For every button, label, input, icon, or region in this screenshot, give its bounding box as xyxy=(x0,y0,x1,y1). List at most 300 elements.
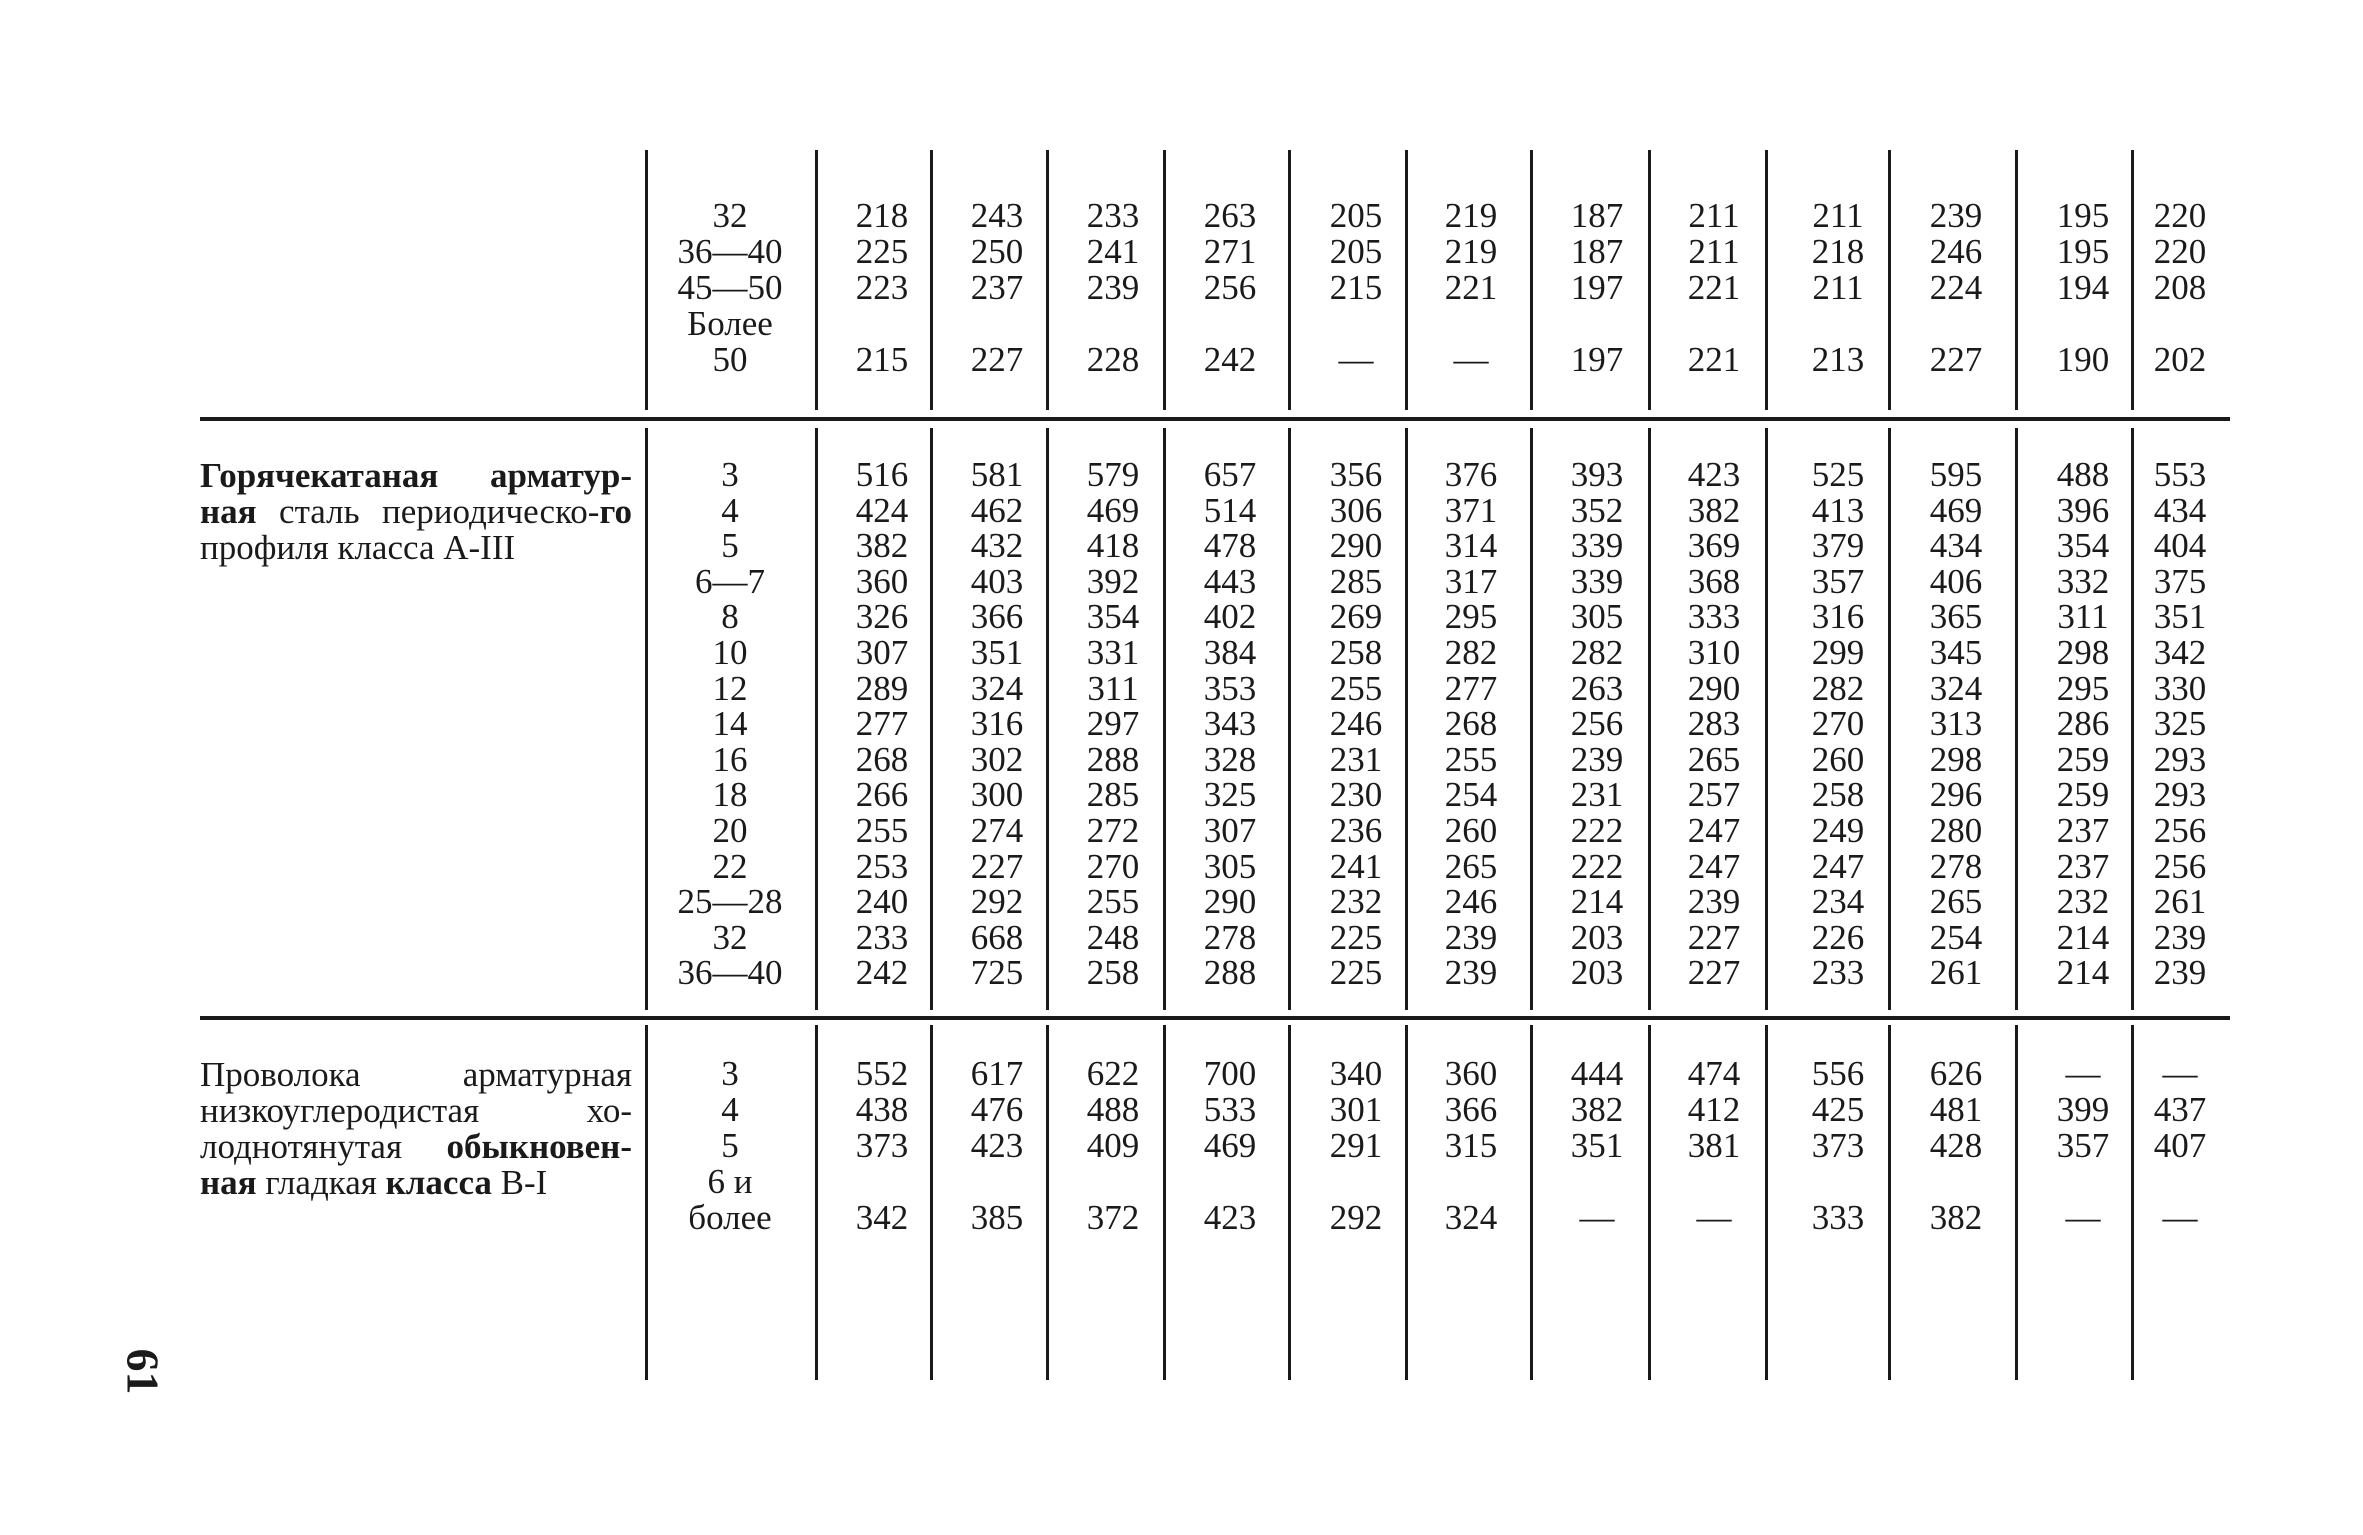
table-cell: 211 xyxy=(1812,268,1864,307)
table-cell: 234 xyxy=(1811,882,1865,922)
table-cell: 259 xyxy=(2056,775,2110,815)
table-cell: 399 xyxy=(2056,1090,2110,1129)
size-cell: 20 xyxy=(712,811,748,850)
table-cell: 253 xyxy=(855,846,909,886)
table-cell: 307 xyxy=(1203,811,1257,850)
table-cell: 258 xyxy=(1086,953,1140,993)
table-cell: 240 xyxy=(855,882,909,922)
table-cell: 224 xyxy=(1929,268,1983,307)
table-cell: 700 xyxy=(1203,1054,1257,1093)
table-cell: 382 xyxy=(1687,490,1741,530)
table-cell: 302 xyxy=(970,739,1024,779)
table-cell: 239 xyxy=(2153,953,2207,993)
size-cell: 32 xyxy=(712,917,748,957)
table-cell: 293 xyxy=(2153,775,2207,815)
table-cell: 438 xyxy=(855,1090,909,1129)
table-cell: 280 xyxy=(1929,811,1983,850)
table-cell: 268 xyxy=(1444,704,1498,744)
table-cell: 368 xyxy=(1687,561,1741,601)
table-cell: 301 xyxy=(1329,1090,1383,1129)
table-cell: 215 xyxy=(1329,268,1383,307)
size-cell: 36—40 xyxy=(677,232,783,271)
table-cell: 423 xyxy=(1203,1198,1257,1237)
table-cell: 227 xyxy=(1687,953,1741,993)
table-cell: 271 xyxy=(1203,232,1257,271)
table-cell: 488 xyxy=(2056,455,2110,494)
table-cell: 225 xyxy=(1329,917,1383,957)
table-cell: 331 xyxy=(1086,633,1140,672)
table-cell: 246 xyxy=(1329,704,1383,744)
table-cell: 278 xyxy=(1203,917,1257,957)
table-cell: 314 xyxy=(1444,526,1498,566)
table-cell: 342 xyxy=(855,1198,909,1237)
table-cell: 255 xyxy=(1086,882,1140,922)
table-cell: 418 xyxy=(1086,526,1140,566)
table-cell: 214 xyxy=(2056,953,2110,993)
table-cell: 372 xyxy=(1086,1198,1140,1237)
size-cell: Более 50 xyxy=(687,304,773,379)
table-cell: 292 xyxy=(1329,1198,1383,1237)
table-cell: 462 xyxy=(970,490,1024,530)
table-cell: 412 xyxy=(1687,1090,1741,1129)
table-cell: 474 xyxy=(1687,1054,1741,1093)
table-cell: 282 xyxy=(1444,633,1498,672)
table-cell: 233 xyxy=(1811,953,1865,993)
table-cell: 255 xyxy=(855,811,909,850)
table-cell: 283 xyxy=(1687,704,1741,744)
table-cell: 232 xyxy=(1329,882,1383,922)
table-cell: 195 xyxy=(2056,196,2110,235)
table-cell: 227 xyxy=(970,340,1024,379)
table-cell: 219 xyxy=(1444,232,1498,271)
table-cell: 219 xyxy=(1444,196,1498,235)
column-rule xyxy=(1530,150,1533,410)
table-cell: 330 xyxy=(2153,668,2207,708)
table-cell: 246 xyxy=(1929,232,1983,271)
table-cell: 525 xyxy=(1811,455,1865,494)
table-cell: 305 xyxy=(1570,597,1624,637)
table-cell: 218 xyxy=(1811,232,1865,271)
table-cell: 307 xyxy=(855,633,909,672)
table-cell: 228 xyxy=(1086,340,1140,379)
table-cell: — xyxy=(2065,1054,2101,1093)
table-cell: 282 xyxy=(1570,633,1624,672)
table-cell: 351 xyxy=(2153,597,2207,637)
table-cell: 270 xyxy=(1086,846,1140,886)
table-cell: 354 xyxy=(1086,597,1140,637)
table-cell: 316 xyxy=(1811,597,1865,637)
table-cell: 236 xyxy=(1329,811,1383,850)
table-cell: 360 xyxy=(855,561,909,601)
table-cell: 202 xyxy=(2153,340,2207,379)
table-cell: 406 xyxy=(1929,561,1983,601)
table-cell: 552 xyxy=(855,1054,909,1093)
table-cell: 239 xyxy=(2153,917,2207,957)
table-cell: 342 xyxy=(2153,633,2207,672)
column-rule xyxy=(1288,150,1291,410)
table-cell: 248 xyxy=(1086,917,1140,957)
table-cell: 231 xyxy=(1329,739,1383,779)
table-cell: 481 xyxy=(1929,1090,1983,1129)
table-cell: 595 xyxy=(1929,455,1983,494)
table-cell: 298 xyxy=(2056,633,2110,672)
table-cell: 343 xyxy=(1203,704,1257,744)
table-cell: 356 xyxy=(1329,455,1383,494)
table-cell: 382 xyxy=(855,526,909,566)
table-cell: 291 xyxy=(1329,1126,1383,1165)
page-number: 61 xyxy=(117,1348,169,1395)
size-cell: 45—50 xyxy=(677,268,783,307)
table-cell: 428 xyxy=(1929,1126,1983,1165)
table-cell: 220 xyxy=(2153,232,2207,271)
table-cell: 352 xyxy=(1570,490,1624,530)
table-cell: 325 xyxy=(1203,775,1257,815)
table-cell: 187 xyxy=(1570,232,1624,271)
table-cell: 409 xyxy=(1086,1126,1140,1165)
table-cell: 404 xyxy=(2153,526,2207,566)
table-cell: 379 xyxy=(1811,526,1865,566)
table-cell: 197 xyxy=(1570,268,1624,307)
table-cell: 263 xyxy=(1570,668,1624,708)
table-cell: 579 xyxy=(1086,455,1140,494)
size-cell: 3 xyxy=(721,1054,739,1093)
size-cell: 8 xyxy=(721,597,739,637)
table-cell: 375 xyxy=(2153,561,2207,601)
table-cell: 296 xyxy=(1929,775,1983,815)
table-cell: 250 xyxy=(970,232,1024,271)
table-cell: 205 xyxy=(1329,196,1383,235)
section-divider xyxy=(200,417,2230,421)
table-cell: 208 xyxy=(2153,268,2207,307)
table-cell: 476 xyxy=(970,1090,1024,1129)
table-cell: 357 xyxy=(1811,561,1865,601)
table-cell: 425 xyxy=(1811,1090,1865,1129)
table-cell: 239 xyxy=(1444,953,1498,993)
table-cell: 288 xyxy=(1203,953,1257,993)
table-cell: 225 xyxy=(1329,953,1383,993)
table-cell: 221 xyxy=(1444,268,1498,307)
row-label-b1: Проволока арматурная низкоуглеродистая хо-лоднотянутая обыкновен-ная гладкая класса В-I xyxy=(200,1055,632,1202)
table-cell: 553 xyxy=(2153,455,2207,494)
table-cell: 263 xyxy=(1203,196,1257,235)
table-cell: 305 xyxy=(1203,846,1257,886)
table-cell: 247 xyxy=(1687,846,1741,886)
table-cell: 218 xyxy=(855,196,909,235)
table-cell: 285 xyxy=(1329,561,1383,601)
table-cell: 237 xyxy=(970,268,1024,307)
table-cell: — xyxy=(1453,340,1489,379)
table-cell: 239 xyxy=(1929,196,1983,235)
table-cell: 269 xyxy=(1329,597,1383,637)
table-cell: 203 xyxy=(1570,917,1624,957)
table-cell: 246 xyxy=(1444,882,1498,922)
column-rule xyxy=(2015,150,2018,410)
table-cell: 424 xyxy=(855,490,909,530)
table-cell: 257 xyxy=(1687,775,1741,815)
column-rule xyxy=(1288,1025,1291,1380)
table-cell: 226 xyxy=(1811,917,1865,957)
table-cell: 516 xyxy=(855,455,909,494)
table-cell: 366 xyxy=(1444,1090,1498,1129)
table-cell: 211 xyxy=(1812,196,1864,235)
table-cell: 324 xyxy=(970,668,1024,708)
table-cell: 239 xyxy=(1086,268,1140,307)
table-cell: 488 xyxy=(1086,1090,1140,1129)
table-cell: 339 xyxy=(1570,561,1624,601)
table-cell: 261 xyxy=(2153,882,2207,922)
table-cell: 194 xyxy=(2056,268,2110,307)
table-cell: 384 xyxy=(1203,633,1257,672)
row-label-a3: Горячекатаная арматур-ная сталь периодическо-го профиля класса А-III xyxy=(200,456,632,567)
table-cell: 247 xyxy=(1687,811,1741,850)
table-cell: 256 xyxy=(2153,846,2207,886)
column-rule xyxy=(1288,428,1291,1010)
size-cell: 4 xyxy=(721,1090,739,1129)
table-cell: 214 xyxy=(1570,882,1624,922)
size-cell: 14 xyxy=(712,704,748,744)
table-cell: 392 xyxy=(1086,561,1140,601)
size-cell: 3 xyxy=(721,455,739,494)
size-cell: 16 xyxy=(712,739,748,779)
table-cell: 265 xyxy=(1444,846,1498,886)
table-cell: 243 xyxy=(970,196,1024,235)
table-cell: 315 xyxy=(1444,1126,1498,1165)
table-cell: 514 xyxy=(1203,490,1257,530)
table-cell: 581 xyxy=(970,455,1024,494)
table-cell: 242 xyxy=(855,953,909,993)
size-cell: 32 xyxy=(712,196,748,235)
table-cell: 197 xyxy=(1570,340,1624,379)
table-cell: 298 xyxy=(1929,739,1983,779)
table-cell: 195 xyxy=(2056,232,2110,271)
size-cell: 36—40 xyxy=(677,953,783,993)
table-cell: 237 xyxy=(2056,811,2110,850)
table-cell: 382 xyxy=(1929,1198,1983,1237)
size-cell: 4 xyxy=(721,490,739,530)
table-cell: 258 xyxy=(1811,775,1865,815)
table-cell: 340 xyxy=(1329,1054,1383,1093)
table-cell: 354 xyxy=(2056,526,2110,566)
table-cell: 268 xyxy=(855,739,909,779)
table-cell: 478 xyxy=(1203,526,1257,566)
table-cell: 333 xyxy=(1811,1198,1865,1237)
table-cell: 432 xyxy=(970,526,1024,566)
table-cell: 259 xyxy=(2056,739,2110,779)
table-cell: 260 xyxy=(1811,739,1865,779)
table-cell: 254 xyxy=(1444,775,1498,815)
size-cell: 25—28 xyxy=(677,882,783,922)
table-cell: 617 xyxy=(970,1054,1024,1093)
table-cell: — xyxy=(1579,1198,1615,1237)
size-cell: 5 xyxy=(721,1126,739,1165)
table-cell: 381 xyxy=(1687,1126,1741,1165)
table-cell: 423 xyxy=(1687,455,1741,494)
table-cell: 203 xyxy=(1570,953,1624,993)
table-cell: 351 xyxy=(1570,1126,1624,1165)
table-cell: 360 xyxy=(1444,1054,1498,1093)
column-rule xyxy=(1530,428,1533,1010)
table-cell: 345 xyxy=(1929,633,1983,672)
table-cell: 239 xyxy=(1687,882,1741,922)
table-cell: — xyxy=(1338,340,1374,379)
table-cell: 325 xyxy=(2153,704,2207,744)
table-cell: 221 xyxy=(1687,340,1741,379)
table-cell: 265 xyxy=(1929,882,1983,922)
table-cell: 227 xyxy=(1687,917,1741,957)
table-cell: 469 xyxy=(1086,490,1140,530)
table-cell: 437 xyxy=(2153,1090,2207,1129)
table-cell: 214 xyxy=(2056,917,2110,957)
table-cell: 282 xyxy=(1811,668,1865,708)
table-cell: 317 xyxy=(1444,561,1498,601)
table-cell: 225 xyxy=(855,232,909,271)
table-cell: 382 xyxy=(1570,1090,1624,1129)
table-cell: 295 xyxy=(2056,668,2110,708)
table-cell: 232 xyxy=(2056,882,2110,922)
table-cell: 231 xyxy=(1570,775,1624,815)
table-cell: 213 xyxy=(1811,340,1865,379)
size-cell: 5 xyxy=(721,526,739,566)
table-cell: 295 xyxy=(1444,597,1498,637)
table-cell: 290 xyxy=(1687,668,1741,708)
table-cell: 290 xyxy=(1203,882,1257,922)
table-cell: 626 xyxy=(1929,1054,1983,1093)
table-cell: 266 xyxy=(855,775,909,815)
table-cell: 299 xyxy=(1811,633,1865,672)
table-cell: 366 xyxy=(970,597,1024,637)
table-cell: 233 xyxy=(855,917,909,957)
table-cell: 369 xyxy=(1687,526,1741,566)
table-cell: 289 xyxy=(855,668,909,708)
table-cell: 254 xyxy=(1929,917,1983,957)
table-cell: 434 xyxy=(1929,526,1983,566)
table-cell: 285 xyxy=(1086,775,1140,815)
table-cell: 443 xyxy=(1203,561,1257,601)
size-cell: 10 xyxy=(712,633,748,672)
table-cell: 373 xyxy=(855,1126,909,1165)
table-cell: 533 xyxy=(1203,1090,1257,1129)
table-cell: 402 xyxy=(1203,597,1257,637)
table-cell: 256 xyxy=(1203,268,1257,307)
table-cell: 324 xyxy=(1929,668,1983,708)
table-cell: 407 xyxy=(2153,1126,2207,1165)
table-cell: 668 xyxy=(970,917,1024,957)
table-cell: 227 xyxy=(970,846,1024,886)
table-cell: 376 xyxy=(1444,455,1498,494)
column-rule xyxy=(2015,428,2018,1010)
table-cell: 306 xyxy=(1329,490,1383,530)
table-cell: 255 xyxy=(1444,739,1498,779)
table-cell: 274 xyxy=(970,811,1024,850)
size-cell: 6—7 xyxy=(695,561,765,601)
table-cell: 353 xyxy=(1203,668,1257,708)
table-cell: 239 xyxy=(1444,917,1498,957)
table-cell: 311 xyxy=(2057,597,2109,637)
table-cell: 190 xyxy=(2056,340,2110,379)
table-cell: — xyxy=(1696,1198,1732,1237)
column-rule xyxy=(1530,1025,1533,1380)
table-cell: 241 xyxy=(1329,846,1383,886)
table-cell: 311 xyxy=(1087,668,1139,708)
table-cell: — xyxy=(2162,1054,2198,1093)
table-cell: 385 xyxy=(970,1198,1024,1237)
table-cell: 373 xyxy=(1811,1126,1865,1165)
section-divider xyxy=(200,1016,2230,1020)
table-cell: 292 xyxy=(970,882,1024,922)
table-cell: 657 xyxy=(1203,455,1257,494)
table-cell: 272 xyxy=(1086,811,1140,850)
table-cell: 221 xyxy=(1687,268,1741,307)
table-cell: 227 xyxy=(1929,340,1983,379)
table-cell: 413 xyxy=(1811,490,1865,530)
table-cell: 277 xyxy=(855,704,909,744)
table-cell: 357 xyxy=(2056,1126,2110,1165)
table-cell: 222 xyxy=(1570,811,1624,850)
table-cell: 270 xyxy=(1811,704,1865,744)
table-cell: 277 xyxy=(1444,668,1498,708)
table-cell: 423 xyxy=(970,1126,1024,1165)
table-cell: 556 xyxy=(1811,1054,1865,1093)
table-cell: 326 xyxy=(855,597,909,637)
table-cell: 297 xyxy=(1086,704,1140,744)
table-cell: 223 xyxy=(855,268,909,307)
table-cell: — xyxy=(2162,1198,2198,1237)
table-cell: 239 xyxy=(1570,739,1624,779)
table-cell: 211 xyxy=(1688,196,1740,235)
table-cell: 187 xyxy=(1570,196,1624,235)
table-cell: 371 xyxy=(1444,490,1498,530)
table-cell: 469 xyxy=(1203,1126,1257,1165)
table-cell: 310 xyxy=(1687,633,1741,672)
table-cell: 233 xyxy=(1086,196,1140,235)
table-cell: 339 xyxy=(1570,526,1624,566)
table-cell: 258 xyxy=(1329,633,1383,672)
table-cell: 293 xyxy=(2153,739,2207,779)
table-cell: 290 xyxy=(1329,526,1383,566)
table-cell: 444 xyxy=(1570,1054,1624,1093)
table-cell: 256 xyxy=(1570,704,1624,744)
size-cell: 6 и более xyxy=(688,1162,772,1237)
table-cell: 220 xyxy=(2153,196,2207,235)
table-cell: 265 xyxy=(1687,739,1741,779)
table-cell: 365 xyxy=(1929,597,1983,637)
table-cell: 288 xyxy=(1086,739,1140,779)
table-cell: 316 xyxy=(970,704,1024,744)
size-cell: 22 xyxy=(712,846,748,886)
table-cell: 332 xyxy=(2056,561,2110,601)
column-rule xyxy=(2015,1025,2018,1380)
table-cell: 725 xyxy=(970,953,1024,993)
table-cell: 241 xyxy=(1086,232,1140,271)
table-cell: 328 xyxy=(1203,739,1257,779)
table-cell: 249 xyxy=(1811,811,1865,850)
table-cell: 256 xyxy=(2153,811,2207,850)
table-cell: 215 xyxy=(855,340,909,379)
table-cell: 286 xyxy=(2056,704,2110,744)
table-cell: 469 xyxy=(1929,490,1983,530)
table-cell: 622 xyxy=(1086,1054,1140,1093)
table-cell: 237 xyxy=(2056,846,2110,886)
table-cell: 300 xyxy=(970,775,1024,815)
table-cell: 351 xyxy=(970,633,1024,672)
table-cell: 255 xyxy=(1329,668,1383,708)
table-cell: 242 xyxy=(1203,340,1257,379)
table-cell: 247 xyxy=(1811,846,1865,886)
table-cell: 211 xyxy=(1688,232,1740,271)
table-cell: 260 xyxy=(1444,811,1498,850)
table-cell: 333 xyxy=(1687,597,1741,637)
table-cell: 393 xyxy=(1570,455,1624,494)
